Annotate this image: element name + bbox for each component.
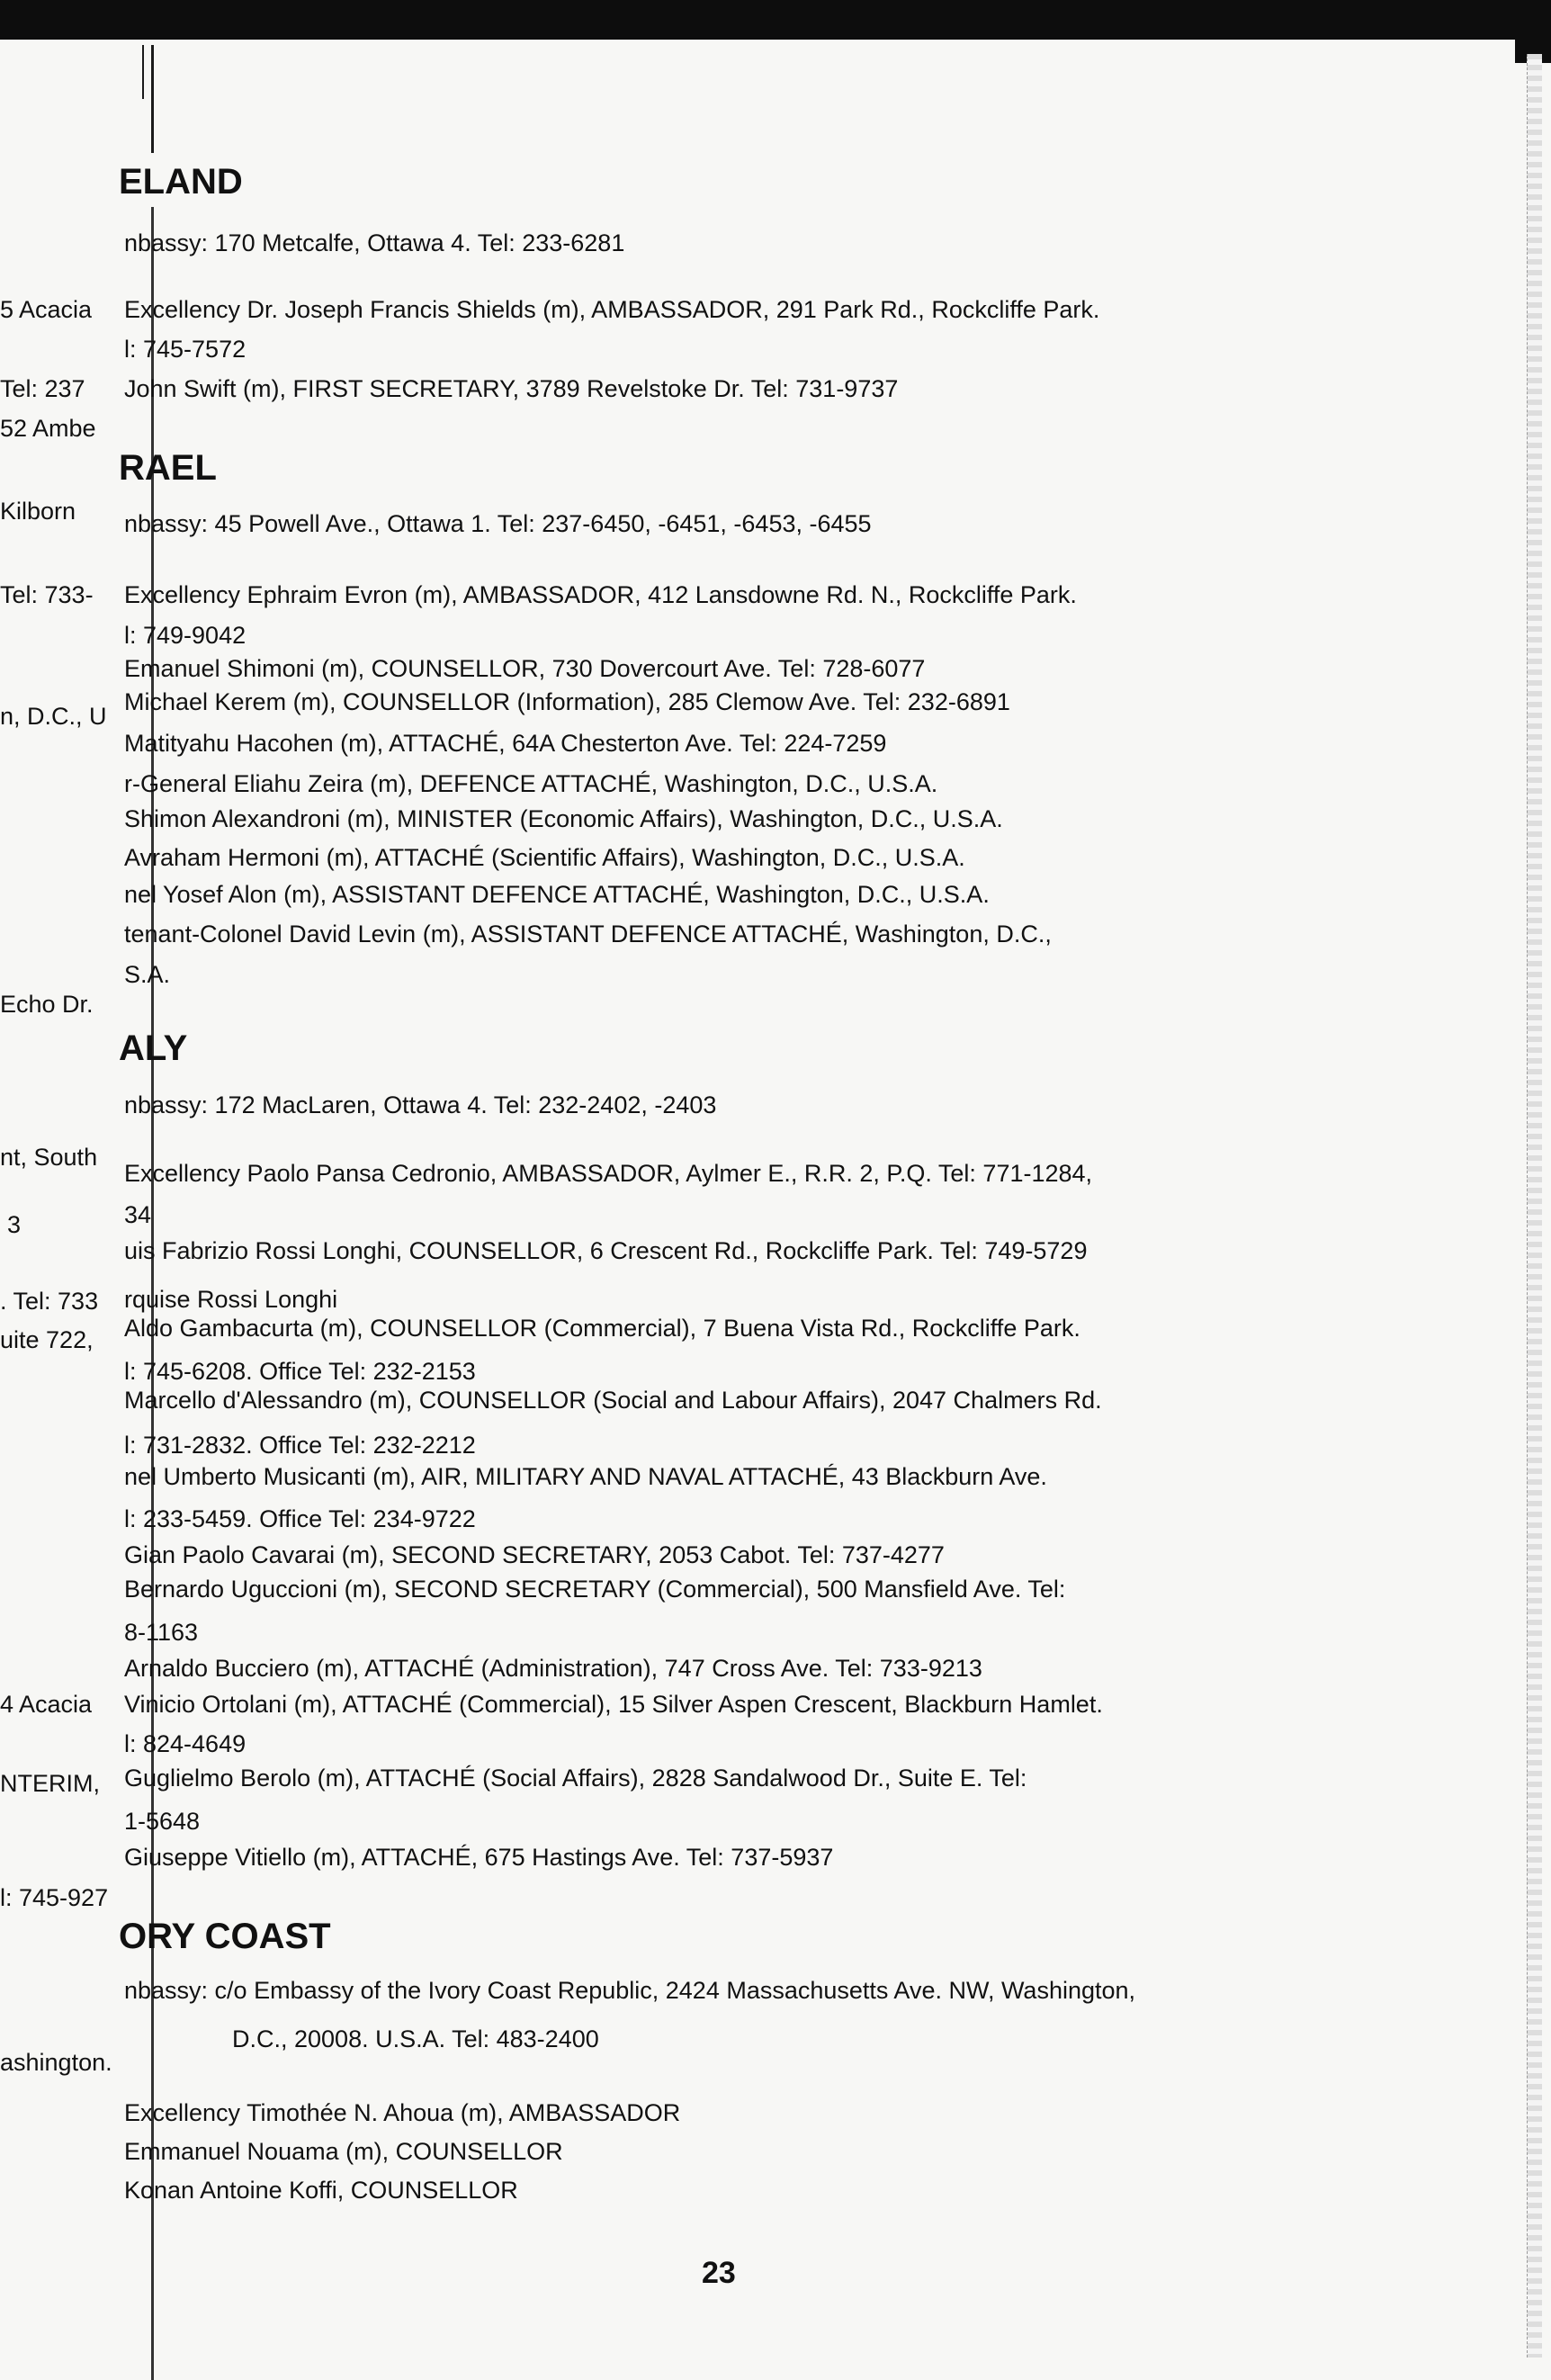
entry-line: tenant-Colonel David Levin (m), ASSISTANT DEFENCE ATTACHÉ, Washington, D.C., [124, 921, 1052, 948]
entry-line: 8-1163 [124, 1619, 199, 1646]
entry-line: uis Fabrizio Rossi Longhi, COUNSELLOR, 6 Crescent Rd., Rockcliffe Park. Tel: 749-5729 [124, 1237, 1088, 1264]
entry-line: Excellency Timothée N. Ahoua (m), AMBASSADOR [124, 2099, 681, 2126]
entry-line: Michael Kerem (m), COUNSELLOR (Information), 285 Clemow Ave. Tel: 232-6891 [124, 688, 1010, 715]
entry-line: Excellency Paolo Pansa Cedronio, AMBASSADOR, Aylmer E., R.R. 2, P.Q. Tel: 771-1284, [124, 1160, 1093, 1187]
section-heading: ELAND [119, 162, 243, 202]
section-heading: ORY COAST [119, 1917, 331, 1956]
left-margin-fragment: 4 Acacia [0, 1691, 93, 1718]
entry-line: Bernardo Uguccioni (m), SECOND SECRETARY (Commercial), 500 Mansfield Ave. Tel: [124, 1576, 1066, 1603]
entry-line: r-General Eliahu Zeira (m), DEFENCE ATTACHÉ, Washington, D.C., U.S.A. [124, 770, 938, 797]
left-margin-fragment: 5 Acacia [0, 296, 93, 323]
entry-line: nbassy: 170 Metcalfe, Ottawa 4. Tel: 233-6281 [124, 229, 625, 256]
entry-line: Arnaldo Bucciero (m), ATTACHÉ (Administration), 747 Cross Ave. Tel: 733-9213 [124, 1655, 982, 1682]
left-margin-fragment: Tel: 733- [0, 581, 94, 608]
entry-line: 34 [124, 1201, 152, 1228]
left-margin-fragment: . Tel: 733 [0, 1288, 99, 1315]
entry-line: nbassy: 45 Powell Ave., Ottawa 1. Tel: 237-6450, -6451, -6453, -6455 [124, 510, 872, 537]
left-margin-fragment: n, D.C., U [0, 703, 107, 730]
entry-line: Avraham Hermoni (m), ATTACHÉ (Scientific Affairs), Washington, D.C., U.S.A. [124, 844, 965, 871]
left-margin-fragment: 3 [7, 1211, 22, 1238]
section-heading: RAEL [119, 448, 217, 488]
entry-line: S.A. [124, 961, 171, 988]
entry-line: Marcello d'Alessandro (m), COUNSELLOR (Social and Labour Affairs), 2047 Chalmers Rd. [124, 1387, 1102, 1414]
entry-line: Aldo Gambacurta (m), COUNSELLOR (Commercial), 7 Buena Vista Rd., Rockcliffe Park. [124, 1315, 1080, 1342]
left-margin-fragment: l: 745-927 [0, 1884, 109, 1911]
entry-line: Gian Paolo Cavarai (m), SECOND SECRETARY, 2053 Cabot. Tel: 737-4277 [124, 1541, 945, 1568]
left-margin-fragment: Kilborn [0, 498, 76, 525]
entry-line: Emanuel Shimoni (m), COUNSELLOR, 730 Dovercourt Ave. Tel: 728-6077 [124, 655, 926, 682]
entry-line: Konan Antoine Koffi, COUNSELLOR [124, 2177, 518, 2204]
page-right-edge [1527, 54, 1542, 2358]
scan-top-border [0, 0, 1551, 40]
section-heading: ALY [119, 1028, 188, 1068]
entry-line: nel Umberto Musicanti (m), AIR, MILITARY AND NAVAL ATTACHÉ, 43 Blackburn Ave. [124, 1463, 1047, 1490]
entry-line: D.C., 20008. U.S.A. Tel: 483-2400 [232, 2025, 599, 2052]
entry-line: nel Yosef Alon (m), ASSISTANT DEFENCE ATTACHÉ, Washington, D.C., U.S.A. [124, 881, 990, 908]
entry-line: Giuseppe Vitiello (m), ATTACHÉ, 675 Hastings Ave. Tel: 737-5937 [124, 1844, 834, 1871]
entry-line: l: 824-4649 [124, 1730, 247, 1757]
entry-line: Shimon Alexandroni (m), MINISTER (Economic Affairs), Washington, D.C., U.S.A. [124, 805, 1003, 832]
left-margin-fragment: 52 Ambe [0, 415, 96, 442]
entry-line: Vinicio Ortolani (m), ATTACHÉ (Commercial), 15 Silver Aspen Crescent, Blackburn Hamlet. [124, 1691, 1103, 1718]
left-margin-fragment: uite 722, [0, 1326, 94, 1353]
entry-line: Matityahu Hacohen (m), ATTACHÉ, 64A Chesterton Ave. Tel: 224-7259 [124, 730, 887, 757]
page-number: 23 [702, 2256, 736, 2290]
entry-line: Emmanuel Nouama (m), COUNSELLOR [124, 2138, 563, 2165]
entry-line: Excellency Ephraim Evron (m), AMBASSADOR, 412 Lansdowne Rd. N., Rockcliffe Park. [124, 581, 1077, 608]
left-margin-fragment: ashington. [0, 2049, 112, 2076]
left-margin-fragment: Echo Dr. [0, 991, 94, 1018]
entry-line: rquise Rossi Longhi [124, 1286, 338, 1313]
entry-line: l: 745-6208. Office Tel: 232-2153 [124, 1358, 476, 1385]
entry-line: l: 749-9042 [124, 622, 247, 649]
left-margin-fragment: NTERIM, [0, 1770, 100, 1797]
entry-line: l: 731-2832. Office Tel: 232-2212 [124, 1432, 476, 1459]
binding-gutter-line-left [142, 45, 144, 99]
entry-line: l: 745-7572 [124, 336, 247, 363]
entry-line: John Swift (m), FIRST SECRETARY, 3789 Revelstoke Dr. Tel: 731-9737 [124, 375, 899, 402]
left-margin-fragment: Tel: 237 [0, 375, 85, 402]
entry-line: Excellency Dr. Joseph Francis Shields (m), AMBASSADOR, 291 Park Rd., Rockcliffe Park. [124, 296, 1100, 323]
entry-line: 1-5648 [124, 1808, 201, 1835]
entry-line: nbassy: 172 MacLaren, Ottawa 4. Tel: 232-2402, -2403 [124, 1091, 717, 1118]
entry-line: nbassy: c/o Embassy of the Ivory Coast Republic, 2424 Massachusetts Ave. NW, Washington, [124, 1977, 1136, 2004]
entry-line: Guglielmo Berolo (m), ATTACHÉ (Social Affairs), 2828 Sandalwood Dr., Suite E. Tel: [124, 1765, 1027, 1792]
binding-gutter-line [151, 45, 154, 153]
entry-line: l: 233-5459. Office Tel: 234-9722 [124, 1505, 476, 1532]
left-margin-fragment: nt, South [0, 1144, 98, 1171]
